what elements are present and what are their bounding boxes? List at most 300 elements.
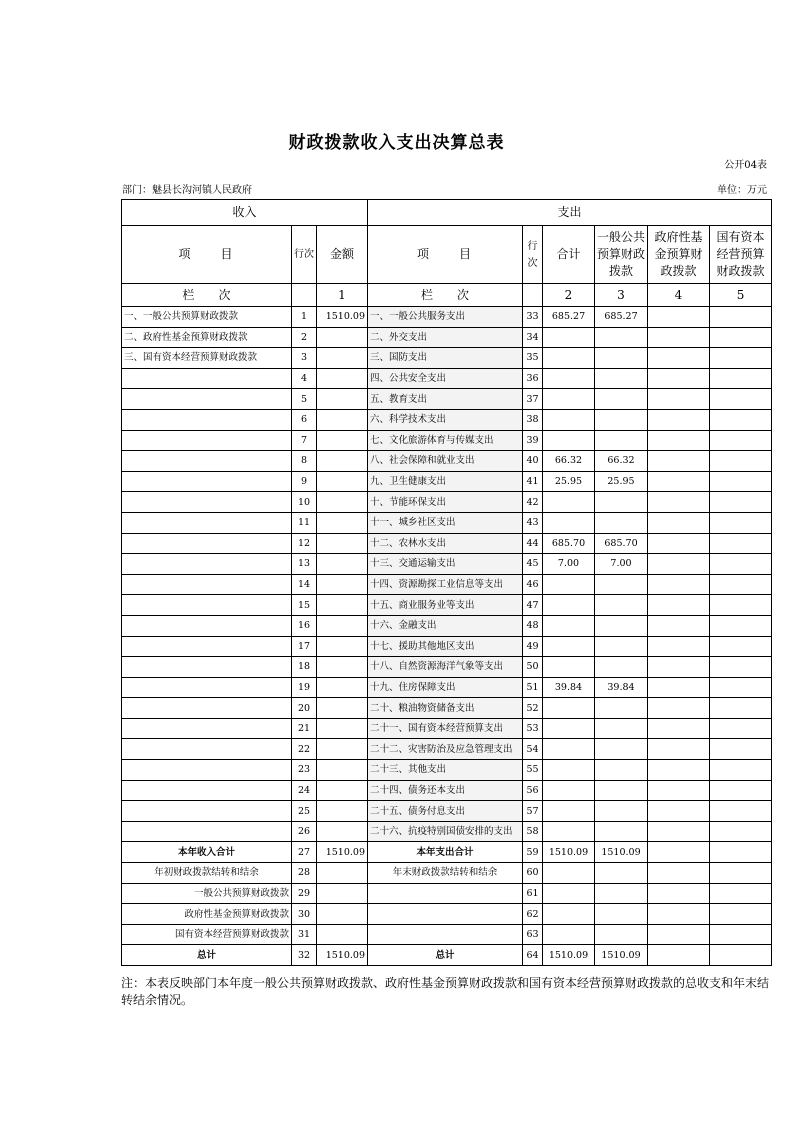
expense-item-cell: 九、卫生健康支出: [368, 471, 523, 492]
state-capital-cell: [710, 409, 772, 430]
income-amount-cell: [317, 739, 368, 760]
table-row: [122, 554, 772, 575]
table-row: [122, 801, 772, 822]
expense-item-cell: 总计: [368, 945, 523, 966]
expense-item-cell: 十、节能环保支出: [368, 492, 523, 513]
expense-row-no-cell: 39: [523, 430, 543, 451]
header-row-columns: [122, 226, 772, 284]
income-row-no-blank: [292, 284, 317, 307]
total-header: 合计: [543, 226, 595, 284]
expense-item-cell: 十八、自然资源海洋气象等支出: [368, 657, 523, 678]
table-row: [122, 327, 772, 348]
total-cell: [543, 739, 595, 760]
income-amount-cell: [317, 677, 368, 698]
general-budget-cell: [595, 615, 648, 636]
expense-row-no-cell: 48: [523, 615, 543, 636]
expense-item-cell: 十九、住房保障支出: [368, 677, 523, 698]
general-budget-cell: 1510.09: [595, 945, 648, 966]
income-item-cell: 本年收入合计: [122, 842, 292, 863]
expense-row-no-cell: 33: [523, 307, 543, 328]
expense-item-cell: 二、外交支出: [368, 327, 523, 348]
gov-fund-cell: [648, 389, 710, 410]
general-budget-cell: [595, 348, 648, 369]
table-row: [122, 698, 772, 719]
gov-fund-cell: [648, 307, 710, 328]
income-item-cell: [122, 636, 292, 657]
gov-fund-header: 政府性基金预算财政拨款: [648, 226, 710, 284]
income-item-cell: 总计: [122, 945, 292, 966]
expense-row-no-cell: 40: [523, 451, 543, 472]
income-item-cell: [122, 451, 292, 472]
gov-fund-cell: [648, 492, 710, 513]
income-amount-cell: [317, 533, 368, 554]
state-capital-cell: [710, 471, 772, 492]
income-row-no-cell: 29: [292, 883, 317, 904]
expense-row-no-cell: 53: [523, 718, 543, 739]
table-row: [122, 574, 772, 595]
total-cell: [543, 924, 595, 945]
total-cell: [543, 657, 595, 678]
table-row: [122, 821, 772, 842]
table-row: [122, 533, 772, 554]
general-budget-cell: [595, 389, 648, 410]
col-number-3: 3: [595, 284, 648, 307]
general-budget-cell: [595, 512, 648, 533]
total-cell: [543, 574, 595, 595]
expense-item-cell: 二十二、灾害防治及应急管理支出: [368, 739, 523, 760]
expense-row-no-cell: 35: [523, 348, 543, 369]
income-row-no-cell: 6: [292, 409, 317, 430]
state-capital-cell: [710, 430, 772, 451]
summary-row: [122, 945, 772, 966]
expense-item-cell: 二十、粮油物资储备支出: [368, 698, 523, 719]
col-number-4: 4: [648, 284, 710, 307]
gov-fund-cell: [648, 471, 710, 492]
gov-fund-cell: [648, 739, 710, 760]
general-budget-cell: 39.84: [595, 677, 648, 698]
expense-row-no-header: 行次: [523, 226, 543, 284]
gov-fund-cell: [648, 430, 710, 451]
income-item-cell: [122, 368, 292, 389]
income-row-no-cell: 26: [292, 821, 317, 842]
table-row: [122, 718, 772, 739]
expense-row-no-cell: 59: [523, 842, 543, 863]
gov-fund-cell: [648, 760, 710, 781]
total-cell: [543, 883, 595, 904]
gov-fund-cell: [648, 698, 710, 719]
expense-row-no-cell: 36: [523, 368, 543, 389]
income-amount-cell: [317, 904, 368, 925]
income-item-cell: [122, 718, 292, 739]
state-capital-cell: [710, 636, 772, 657]
total-cell: 685.70: [543, 533, 595, 554]
total-cell: [543, 636, 595, 657]
income-item-cell: [122, 595, 292, 616]
expense-column-label: 栏 次: [368, 284, 523, 307]
expense-row-no-cell: 42: [523, 492, 543, 513]
expense-item-cell: 一、一般公共服务支出: [368, 307, 523, 328]
state-capital-cell: [710, 677, 772, 698]
income-row-no-cell: 17: [292, 636, 317, 657]
income-amount-cell: 1510.09: [317, 945, 368, 966]
state-capital-cell: [710, 512, 772, 533]
expense-row-no-cell: 45: [523, 554, 543, 575]
expense-row-no-cell: 43: [523, 512, 543, 533]
income-amount-cell: [317, 760, 368, 781]
income-item-cell: [122, 409, 292, 430]
fiscal-appropriation-table: [121, 199, 772, 966]
table-row: [122, 595, 772, 616]
income-amount-cell: [317, 780, 368, 801]
income-row-no-cell: 19: [292, 677, 317, 698]
expense-row-no-cell: 49: [523, 636, 543, 657]
state-capital-cell: [710, 718, 772, 739]
state-capital-cell: [710, 657, 772, 678]
state-capital-cell: [710, 821, 772, 842]
income-row-no-cell: 24: [292, 780, 317, 801]
income-header: 收入: [122, 200, 368, 226]
total-cell: [543, 698, 595, 719]
income-row-no-cell: 1: [292, 307, 317, 328]
income-row-no-cell: 3: [292, 348, 317, 369]
income-row-no-cell: 15: [292, 595, 317, 616]
total-cell: [543, 368, 595, 389]
total-cell: [543, 327, 595, 348]
income-item-cell: [122, 821, 292, 842]
table-row: [122, 739, 772, 760]
income-amount-cell: [317, 409, 368, 430]
income-row-no-header: 行次: [292, 226, 317, 284]
income-row-no-cell: 30: [292, 904, 317, 925]
income-item-cell: 三、国有资本经营预算财政拨款: [122, 348, 292, 369]
income-amount-cell: [317, 657, 368, 678]
general-budget-cell: [595, 801, 648, 822]
total-cell: [543, 863, 595, 884]
expense-item-cell: 十五、商业服务业等支出: [368, 595, 523, 616]
income-item-cell: [122, 698, 292, 719]
expense-item-cell: 十一、城乡社区支出: [368, 512, 523, 533]
total-cell: [543, 904, 595, 925]
income-item-cell: 政府性基金预算财政拨款: [122, 904, 292, 925]
table-row: [122, 451, 772, 472]
income-amount-cell: 1510.09: [317, 842, 368, 863]
state-capital-cell: [710, 389, 772, 410]
general-budget-cell: [595, 904, 648, 925]
income-amount-cell: [317, 451, 368, 472]
gov-fund-cell: [648, 821, 710, 842]
income-row-no-cell: 13: [292, 554, 317, 575]
income-row-no-cell: 27: [292, 842, 317, 863]
table-row: [122, 368, 772, 389]
general-budget-cell: [595, 636, 648, 657]
income-amount-cell: [317, 801, 368, 822]
expense-row-no-cell: 38: [523, 409, 543, 430]
state-capital-cell: [710, 554, 772, 575]
income-item-cell: [122, 471, 292, 492]
expense-row-no-cell: 44: [523, 533, 543, 554]
total-cell: 39.84: [543, 677, 595, 698]
gov-fund-cell: [648, 451, 710, 472]
expense-item-header: 项 目: [368, 226, 523, 284]
state-capital-cell: [710, 842, 772, 863]
general-budget-cell: [595, 698, 648, 719]
income-item-cell: 二、政府性基金预算财政拨款: [122, 327, 292, 348]
income-amount-cell: [317, 698, 368, 719]
summary-row: [122, 863, 772, 884]
income-amount-cell: [317, 348, 368, 369]
income-row-no-cell: 11: [292, 512, 317, 533]
income-row-no-cell: 20: [292, 698, 317, 719]
total-cell: [543, 780, 595, 801]
expense-item-cell: 本年支出合计: [368, 842, 523, 863]
total-cell: 25.95: [543, 471, 595, 492]
general-budget-cell: [595, 780, 648, 801]
gov-fund-cell: [648, 512, 710, 533]
gov-fund-cell: [648, 554, 710, 575]
general-budget-cell: [595, 863, 648, 884]
state-capital-cell: [710, 760, 772, 781]
total-cell: [543, 409, 595, 430]
total-cell: [543, 512, 595, 533]
expense-item-cell: 六、科学技术支出: [368, 409, 523, 430]
income-row-no-cell: 9: [292, 471, 317, 492]
income-item-cell: [122, 615, 292, 636]
table-row: [122, 657, 772, 678]
general-budget-cell: [595, 595, 648, 616]
income-row-no-cell: 23: [292, 760, 317, 781]
gov-fund-cell: [648, 409, 710, 430]
income-item-cell: [122, 512, 292, 533]
expense-item-cell: 四、公共安全支出: [368, 368, 523, 389]
state-capital-cell: [710, 904, 772, 925]
total-cell: 66.32: [543, 451, 595, 472]
gov-fund-cell: [648, 842, 710, 863]
total-cell: [543, 595, 595, 616]
expense-row-no-cell: 50: [523, 657, 543, 678]
general-budget-cell: [595, 739, 648, 760]
table-row: [122, 430, 772, 451]
state-capital-cell: [710, 307, 772, 328]
general-budget-cell: 685.70: [595, 533, 648, 554]
expense-header: 支出: [368, 200, 772, 226]
form-number: 公开04表: [724, 160, 767, 171]
general-budget-cell: [595, 574, 648, 595]
state-capital-cell: [710, 574, 772, 595]
state-capital-cell: [710, 945, 772, 966]
income-row-no-cell: 10: [292, 492, 317, 513]
summary-row: [122, 904, 772, 925]
total-cell: [543, 430, 595, 451]
col-number-2: 2: [543, 284, 595, 307]
income-amount-cell: 1510.09: [317, 307, 368, 328]
income-amount-cell: [317, 615, 368, 636]
income-row-no-cell: 7: [292, 430, 317, 451]
expense-row-no-cell: 61: [523, 883, 543, 904]
state-capital-cell: [710, 368, 772, 389]
expense-row-no-cell: 51: [523, 677, 543, 698]
state-capital-cell: [710, 924, 772, 945]
expense-item-cell: 年末财政拨款结转和结余: [368, 863, 523, 884]
expense-row-no-cell: 64: [523, 945, 543, 966]
state-capital-cell: [710, 348, 772, 369]
income-amount-cell: [317, 595, 368, 616]
general-budget-cell: [595, 492, 648, 513]
expense-item-cell: 二十三、其他支出: [368, 760, 523, 781]
income-item-cell: [122, 760, 292, 781]
state-capital-cell: [710, 863, 772, 884]
income-row-no-cell: 8: [292, 451, 317, 472]
unit-label: 单位：万元: [717, 185, 767, 196]
expense-row-no-blank: [523, 284, 543, 307]
total-cell: [543, 348, 595, 369]
income-item-cell: 一般公共预算财政拨款: [122, 883, 292, 904]
income-amount-cell: [317, 554, 368, 575]
income-row-no-cell: 5: [292, 389, 317, 410]
table-row: [122, 512, 772, 533]
state-capital-header: 国有资本经营预算财政拨款: [710, 226, 772, 284]
gov-fund-cell: [648, 718, 710, 739]
table-row: [122, 409, 772, 430]
general-budget-cell: [595, 924, 648, 945]
total-cell: [543, 760, 595, 781]
total-cell: [543, 821, 595, 842]
table-row: [122, 471, 772, 492]
state-capital-cell: [710, 615, 772, 636]
income-amount-cell: [317, 574, 368, 595]
general-budget-cell: 7.00: [595, 554, 648, 575]
general-budget-cell: [595, 821, 648, 842]
gov-fund-cell: [648, 904, 710, 925]
expense-row-no-cell: 63: [523, 924, 543, 945]
total-cell: [543, 801, 595, 822]
general-budget-cell: 685.27: [595, 307, 648, 328]
general-budget-cell: 1510.09: [595, 842, 648, 863]
income-item-cell: [122, 533, 292, 554]
gov-fund-cell: [648, 368, 710, 389]
summary-row: [122, 842, 772, 863]
general-budget-cell: [595, 430, 648, 451]
income-item-cell: [122, 780, 292, 801]
state-capital-cell: [710, 595, 772, 616]
table-row: [122, 615, 772, 636]
gov-fund-cell: [648, 615, 710, 636]
state-capital-cell: [710, 801, 772, 822]
expense-item-cell: 八、社会保障和就业支出: [368, 451, 523, 472]
general-budget-cell: [595, 760, 648, 781]
general-budget-cell: [595, 409, 648, 430]
expense-item-cell: [368, 924, 523, 945]
gov-fund-cell: [648, 348, 710, 369]
general-budget-cell: [595, 368, 648, 389]
col-number-1: 1: [317, 284, 368, 307]
state-capital-cell: [710, 533, 772, 554]
state-capital-cell: [710, 451, 772, 472]
expense-row-no-cell: 55: [523, 760, 543, 781]
total-cell: 685.27: [543, 307, 595, 328]
income-item-cell: [122, 677, 292, 698]
income-amount-header: 金额: [317, 226, 368, 284]
expense-item-cell: 三、国防支出: [368, 348, 523, 369]
income-amount-cell: [317, 512, 368, 533]
gov-fund-cell: [648, 533, 710, 554]
gov-fund-cell: [648, 327, 710, 348]
table-row: [122, 677, 772, 698]
income-row-no-cell: 18: [292, 657, 317, 678]
income-item-cell: [122, 389, 292, 410]
income-row-no-cell: 22: [292, 739, 317, 760]
income-amount-cell: [317, 492, 368, 513]
gov-fund-cell: [648, 657, 710, 678]
income-row-no-cell: 32: [292, 945, 317, 966]
expense-row-no-cell: 60: [523, 863, 543, 884]
total-cell: [543, 389, 595, 410]
total-cell: [543, 492, 595, 513]
income-item-cell: 国有资本经营预算财政拨款: [122, 924, 292, 945]
state-capital-cell: [710, 698, 772, 719]
table-row: [122, 307, 772, 328]
expense-row-no-cell: 52: [523, 698, 543, 719]
income-item-cell: [122, 554, 292, 575]
expense-item-cell: 十三、交通运输支出: [368, 554, 523, 575]
income-row-no-cell: 28: [292, 863, 317, 884]
state-capital-cell: [710, 883, 772, 904]
header-row-sections: [122, 200, 772, 226]
general-budget-cell: [595, 883, 648, 904]
income-item-cell: 一、一般公共预算财政拨款: [122, 307, 292, 328]
expense-row-no-cell: 58: [523, 821, 543, 842]
income-item-cell: [122, 657, 292, 678]
expense-row-no-cell: 54: [523, 739, 543, 760]
state-capital-cell: [710, 739, 772, 760]
summary-row: [122, 924, 772, 945]
gov-fund-cell: [648, 863, 710, 884]
table-row: [122, 389, 772, 410]
income-amount-cell: [317, 821, 368, 842]
income-amount-cell: [317, 389, 368, 410]
table-row: [122, 492, 772, 513]
income-amount-cell: [317, 471, 368, 492]
income-item-cell: 年初财政拨款结转和结余: [122, 863, 292, 884]
income-amount-cell: [317, 327, 368, 348]
gov-fund-cell: [648, 636, 710, 657]
income-row-no-cell: 4: [292, 368, 317, 389]
table-row: [122, 348, 772, 369]
general-budget-cell: [595, 657, 648, 678]
summary-row: [122, 883, 772, 904]
expense-item-cell: [368, 883, 523, 904]
state-capital-cell: [710, 327, 772, 348]
gov-fund-cell: [648, 945, 710, 966]
income-amount-cell: [317, 863, 368, 884]
income-column-label: 栏 次: [122, 284, 292, 307]
department-label: 部门：魅县长沟河镇人民政府: [122, 185, 252, 196]
income-amount-cell: [317, 924, 368, 945]
expense-row-no-cell: 62: [523, 904, 543, 925]
header-row-column-numbers: [122, 284, 772, 307]
gov-fund-cell: [648, 677, 710, 698]
income-item-header: 项 目: [122, 226, 292, 284]
expense-row-no-cell: 41: [523, 471, 543, 492]
expense-item-cell: 二十六、抗疫特别国债安排的支出: [368, 821, 523, 842]
gov-fund-cell: [648, 780, 710, 801]
expense-row-no-cell: 56: [523, 780, 543, 801]
gov-fund-cell: [648, 801, 710, 822]
state-capital-cell: [710, 492, 772, 513]
footnote: 注：本表反映部门本年度一般公共预算财政拨款、政府性基金预算财政拨款和国有资本经营预算财政拨款的总收支和年末结转结余情况。: [121, 976, 770, 1007]
expense-item-cell: 十四、资源勘探工业信息等支出: [368, 574, 523, 595]
income-amount-cell: [317, 430, 368, 451]
income-item-cell: [122, 801, 292, 822]
